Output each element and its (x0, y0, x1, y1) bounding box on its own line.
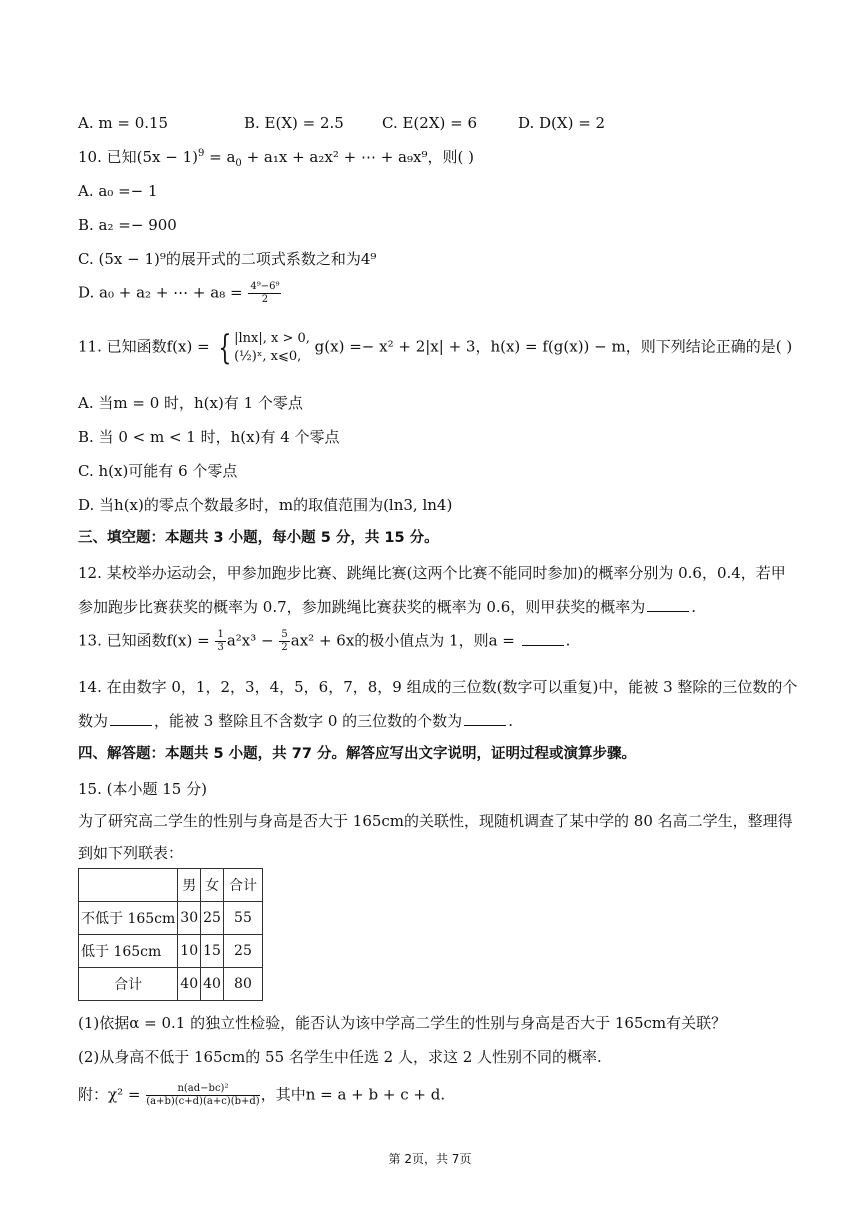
q15-header: 15. (本小题 15 分) (78, 780, 207, 798)
table-cell: 不低于 165cm (79, 902, 178, 935)
q15-appendix: 附：χ² = $\frac{\text{n(ad−bc)²}}{(a+b)(c+d)(a+c)(b+d)}$ ，其中n = a + b + c + d. (78, 1083, 446, 1107)
table-cell: 40 (201, 968, 224, 1001)
q15-line2: 到如下列联表： (78, 844, 184, 862)
q11-option-d: D. 当h(x)的零点个数最多时，m的取值范围为(ln3, ln4) (78, 496, 453, 514)
q13-fraction-1: $\frac{1}{3}$ (217, 629, 224, 653)
table-cell: 15 (201, 935, 224, 968)
contingency-table (78, 868, 263, 1001)
q11-stem: 11. 已知函数f(x) = { |lnx|, x > 0, (½)ˣ, x⩽0, g(x) =− x² + 2|x| + 3，h(x) = f(g(x)) − m，则下列结论正确的是( ) (78, 327, 793, 368)
q10-option-a: A. a₀ =− 1 (78, 182, 158, 200)
table-cell: 40 (178, 968, 201, 1001)
q10-d-fraction: $\frac{\text{4⁹−6⁹}}{2}$ (250, 281, 280, 305)
q14-line1: 14. 在由数字 0，1，2，3，4，5，6，7，8，9 组成的三位数(数字可以重复)中，能被 3 整除的三位数的个 (78, 678, 798, 696)
q13-answer-blank (522, 635, 564, 646)
section-4-heading: 四、解答题：本题共 5 小题，共 77 分。解答应写出文字说明，证明过程或演算步骤。 (78, 746, 636, 762)
table-header-cell (79, 869, 178, 902)
q9-option-b: B. E(X) = 2.5 (244, 114, 344, 132)
q11-option-b: B. 当 0 < m < 1 时，h(x)有 4 个零点 (78, 428, 340, 446)
chi-square-fraction: $\frac{\text{n(ad−bc)²}}{(a+b)(c+d)(a+c)(b+d)}$ (146, 1083, 260, 1107)
q10-option-b: B. a₂ =− 900 (78, 216, 177, 234)
q10-option-c: C. (5x − 1)⁹的展开式的二项式系数之和为4⁹ (78, 250, 377, 268)
table-cell: 低于 165cm (79, 935, 178, 968)
q14-answer-blank-2 (464, 715, 506, 726)
section-3-heading: 三、填空题：本题共 3 小题，每小题 5 分，共 15 分。 (78, 530, 439, 546)
q15-part1: (1)依据α = 0.1 的独立性检验，能否认为该中学高二学生的性别与身高是否大于 165cm有关联？ (78, 1014, 727, 1032)
q9-option-a: A. m = 0.15 (78, 114, 169, 132)
q10-stem: 10. 已知$(5x - 1)^9 = a_0 + a_1x + a_2x^2$ + ⋯ + a₉x⁹，则( ) (78, 148, 474, 169)
q14-line2: 数为 ，能被 3 整除且不含数字 0 的三位数的个数为 . (78, 712, 513, 730)
q11-option-a: A. 当m = 0 时，h(x)有 1 个零点 (78, 394, 303, 412)
table-row (79, 935, 263, 968)
q14-answer-blank-1 (110, 715, 152, 726)
table-cell: 30 (178, 902, 201, 935)
q15-line1: 为了研究高二学生的性别与身高是否大于 165cm的关联性，现随机调查了某中学的 80 名高二学生，整理得 (78, 812, 793, 830)
table-row (79, 902, 263, 935)
q10-option-d: D. a₀ + a₂ + ⋯ + a₈ = $\frac{\text{4⁹−6⁹}}{2}$ (78, 281, 280, 305)
q12-line2: 参加跑步比赛获奖的概率为 0.7，参加跳绳比赛获奖的概率为 0.6，则甲获奖的概率为 . (78, 598, 697, 616)
table-cell: 10 (178, 935, 201, 968)
table-row (79, 968, 263, 1001)
q13-stem: 13. 已知函数f(x) = $\frac{1}{3}$ a²x³ − $\frac{5}{2}$ ax² + 6x的极小值点为 1，则a = . (78, 629, 571, 653)
q11-piecewise: { |lnx|, x > 0, (½)ˣ, x⩽0, (218, 327, 310, 368)
table-header-cell: 男 (178, 869, 201, 902)
table-cell: 合计 (79, 968, 178, 1001)
table-header-cell: 合计 (223, 869, 262, 902)
table-cell: 80 (223, 968, 262, 1001)
q12-answer-blank (647, 601, 689, 612)
table-cell: 25 (201, 902, 224, 935)
table-header-cell: 女 (201, 869, 224, 902)
q13-fraction-2: $\frac{5}{2}$ (281, 629, 288, 653)
q11-option-c: C. h(x)可能有 6 个零点 (78, 462, 238, 480)
page-footer: 第 2页，共 7页 (388, 1152, 472, 1166)
table-cell: 55 (223, 902, 262, 935)
q9-option-d: D. D(X) = 2 (518, 114, 606, 132)
q12-line1: 12. 某校举办运动会，甲参加跑步比赛、跳绳比赛(这两个比赛不能同时参加)的概率分别为 0.6，0.4，若甲 (78, 564, 786, 582)
q9-option-c: C. E(2X) = 6 (382, 114, 478, 132)
table-cell: 25 (223, 935, 262, 968)
q15-part2: (2)从身高不低于 165cm的 55 名学生中任选 2 人，求这 2 人性别不同的概率. (78, 1048, 602, 1066)
table-header-row (79, 869, 263, 902)
